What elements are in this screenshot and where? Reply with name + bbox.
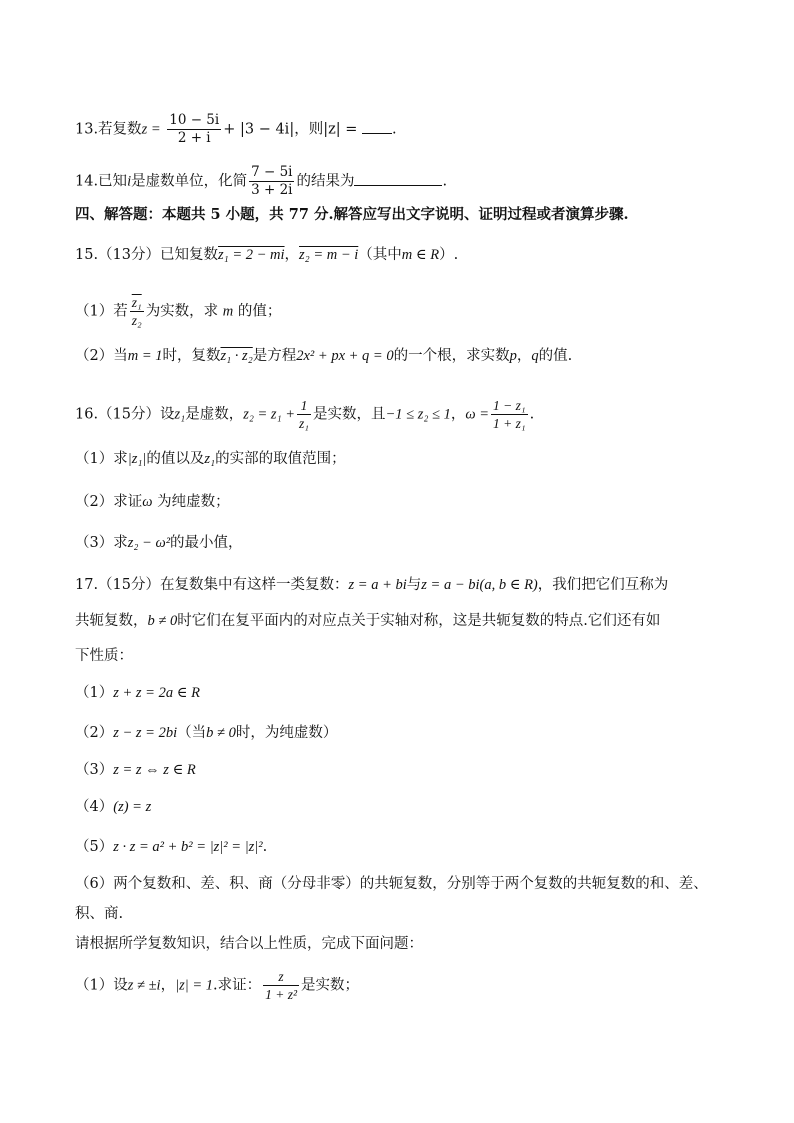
q15-p2-m1: m = 1 (127, 348, 163, 364)
q17-q1-abs: |z| = 1 (175, 977, 213, 994)
q17-l2-text2: 时它们在复平面内的对应点关于实轴对称，这是共轭复数的特点.它们还有如 (177, 613, 661, 629)
q16-p3-end: 的最小值， (170, 535, 243, 551)
q16-p1-text: 的值以及 (146, 451, 205, 467)
q16-p2-label: （2）求证 (75, 494, 143, 510)
q15-p2-p: p (509, 348, 517, 364)
q15-p2-comma: ， (516, 348, 532, 364)
q15-part-2 (75, 345, 754, 367)
q17-prop5-label: （5） (75, 839, 114, 855)
q16-p3-expr: z₂ − ω² (127, 535, 171, 551)
q17-q1-label: （1）设 (75, 977, 128, 994)
q17-prop1: z + z = 2a ∈ R (113, 685, 200, 701)
q14-period: . (442, 173, 448, 190)
q15-p2-text3: 的一个根，求实数 (393, 348, 510, 364)
q17-l2-text: 共轭复数， (75, 613, 148, 629)
q16-p1-z1: z₁ (204, 451, 216, 467)
q17-line-2 (75, 610, 754, 632)
q17-intro: 17.（15分）在复数集中有这样一类复数： (75, 577, 349, 593)
q15-z2-expr: z₂ = m − i (299, 247, 359, 263)
q15-p2-label: （2）当 (75, 348, 128, 364)
q16-z1: z₁ (174, 406, 186, 423)
q17-property-5 (75, 836, 754, 858)
q17-q1-comma: ， (160, 977, 176, 994)
q17-l2-b-neq: b ≠ 0 (147, 613, 178, 629)
q16-z2-eq: z₂ = z₁ + (243, 406, 296, 423)
q15-part-1 (75, 294, 754, 329)
q15-p2-text2: 是方程 (252, 348, 297, 364)
question-17 (75, 574, 754, 596)
q13-fraction (167, 112, 221, 147)
q17-prop2-b: b ≠ 0 (206, 725, 236, 741)
q17-prop1-label: （1） (75, 685, 114, 701)
q14-answer-blank[interactable] (354, 171, 442, 186)
q16-period: . (529, 406, 535, 423)
q15-p1-end: 的值； (237, 303, 282, 320)
q15-p2-equation: 2x² + px + q = 0 (296, 348, 394, 364)
q16-p2-end: 为纯虚数； (157, 494, 230, 510)
q16-frac-den: z₁ (299, 416, 309, 431)
q14-i: i (127, 173, 132, 190)
q16-p1-abs: |z₁| (127, 451, 147, 467)
q17-prop2-label: （2） (75, 725, 114, 741)
q16-p3-label: （3）求 (75, 535, 128, 551)
q16-w-num: 1 − z₁ (493, 398, 526, 413)
q16-comma: ， (450, 406, 466, 423)
q17-property-2 (75, 722, 754, 744)
q13-prefix: 13.若复数 (75, 121, 142, 138)
q16-p1-label: （1）求 (75, 451, 128, 467)
q15-p2-product: z₁ · z₂ (220, 348, 253, 364)
q13-rest: + |3 − 4i|，则|z| = (223, 121, 358, 138)
q15-m-in-r: m ∈ R (401, 247, 440, 263)
q15-intro: 15.（13分）已知复数 (75, 247, 219, 263)
question-14 (75, 164, 754, 199)
q17-part-1 (75, 968, 754, 1003)
q17-condition: (a, b ∈ R) (479, 577, 538, 593)
q17-prop2-note-end: 时，为纯虚数） (235, 725, 338, 741)
q15-p1-text: 为实数，求 (145, 303, 219, 320)
q13-z: z = (141, 121, 161, 138)
q17-line-3: 下性质： (75, 648, 133, 664)
q17-prop2-note: （当 (177, 725, 207, 741)
q16-part-3 (75, 532, 754, 554)
q17-property-3 (75, 759, 754, 781)
q15-p2-end: 的值. (538, 348, 573, 364)
q16-omega-eq: ω = (465, 406, 490, 423)
q14-denominator: 3 + 2i (251, 182, 293, 198)
question-16 (75, 397, 754, 432)
q17-q1-condition: z ≠ ±i (127, 977, 161, 994)
q17-q1-end: 是实数； (301, 977, 360, 994)
q17-zbar: z = a − bi (421, 577, 480, 593)
q17-and: 与 (406, 577, 422, 593)
q17-property-6: （6）两个复数和、差、积、商（分母非零）的共轭复数，分别等于两个复数的共轭复数的和、差、 (75, 876, 708, 892)
q17-prop2: z − z = 2bi (113, 725, 178, 741)
q17-instruction: 请根据所学复数知识，结合以上性质，完成下面问题： (75, 936, 423, 952)
q15-p1-fraction (130, 294, 144, 329)
q14-suffix: 的结果为 (296, 173, 355, 190)
q17-property-6-cont: 积、商. (75, 906, 124, 922)
q16-w-den: 1 + z₁ (493, 416, 526, 431)
q17-z: z = a + bi (348, 577, 407, 593)
q16-part-2 (75, 491, 754, 513)
q14-prefix: 14.已知 (75, 173, 128, 190)
q16-text2: 是实数，且 (312, 406, 386, 423)
section-heading: 四、解答题：本题共 5 小题，共 77 分.解答应写出文字说明、证明过程或者演算步骤. (75, 206, 629, 223)
q17-prop5-period: . (262, 839, 268, 855)
q17-q1-fraction (263, 968, 299, 1003)
q17-prop3-label: （3） (75, 762, 114, 778)
q17-q1-den: 1 + z² (265, 987, 298, 1002)
q14-numerator: 7 − 5i (251, 164, 293, 180)
q15-paren-end: ）. (439, 247, 459, 263)
q16-text: 是虚数， (185, 406, 244, 423)
q14-mid: 是虚数单位，化简 (131, 173, 248, 190)
q15-p1-m: m (222, 303, 234, 320)
q17-text: ，我们把它们互称为 (537, 577, 669, 593)
q16-p1-end: 的实部的取值范围； (215, 451, 346, 467)
q16-frac-num: 1 (297, 397, 311, 415)
q15-p2-text: 时，复数 (162, 348, 221, 364)
q16-p2-omega: ω (142, 494, 153, 510)
q17-q1-num: z (263, 968, 299, 986)
q17-q1-text: .求证： (212, 977, 262, 994)
q16-intro: 16.（15分）设 (75, 406, 175, 423)
q13-suffix: . (391, 121, 397, 138)
q13-denominator: 2 + i (177, 130, 211, 146)
q16-fraction (297, 397, 311, 432)
q13-answer-blank[interactable] (362, 119, 392, 134)
q13-numerator: 10 − 5i (169, 112, 220, 128)
q15-p1-label: （1）若 (75, 303, 128, 320)
q14-fraction (249, 164, 294, 199)
q17-property-1 (75, 682, 754, 704)
q16-inequality: −1 ≤ z₂ ≤ 1 (385, 406, 451, 423)
q17-prop4-label: （4） (75, 799, 114, 815)
q16-part-1 (75, 448, 754, 470)
q15-paren: （其中 (358, 247, 402, 263)
question-13 (75, 112, 754, 147)
q17-prop5: z · z = a² + b² = |z|² = |z|² (113, 839, 263, 855)
q15-p2-q: q (531, 348, 539, 364)
q15-p1-den: z₂ (131, 313, 142, 328)
q17-prop3: z = z ⇔ z ∈ R (113, 762, 196, 778)
q15-comma: ， (284, 247, 300, 263)
q17-prop4: (z) = z (113, 799, 152, 815)
q15-p1-num: z₁ (131, 295, 142, 310)
q15-z1-expr: z₁ = 2 − mi (218, 247, 285, 263)
q16-omega-fraction (491, 397, 528, 432)
q17-property-4 (75, 796, 754, 818)
question-15 (75, 244, 754, 266)
